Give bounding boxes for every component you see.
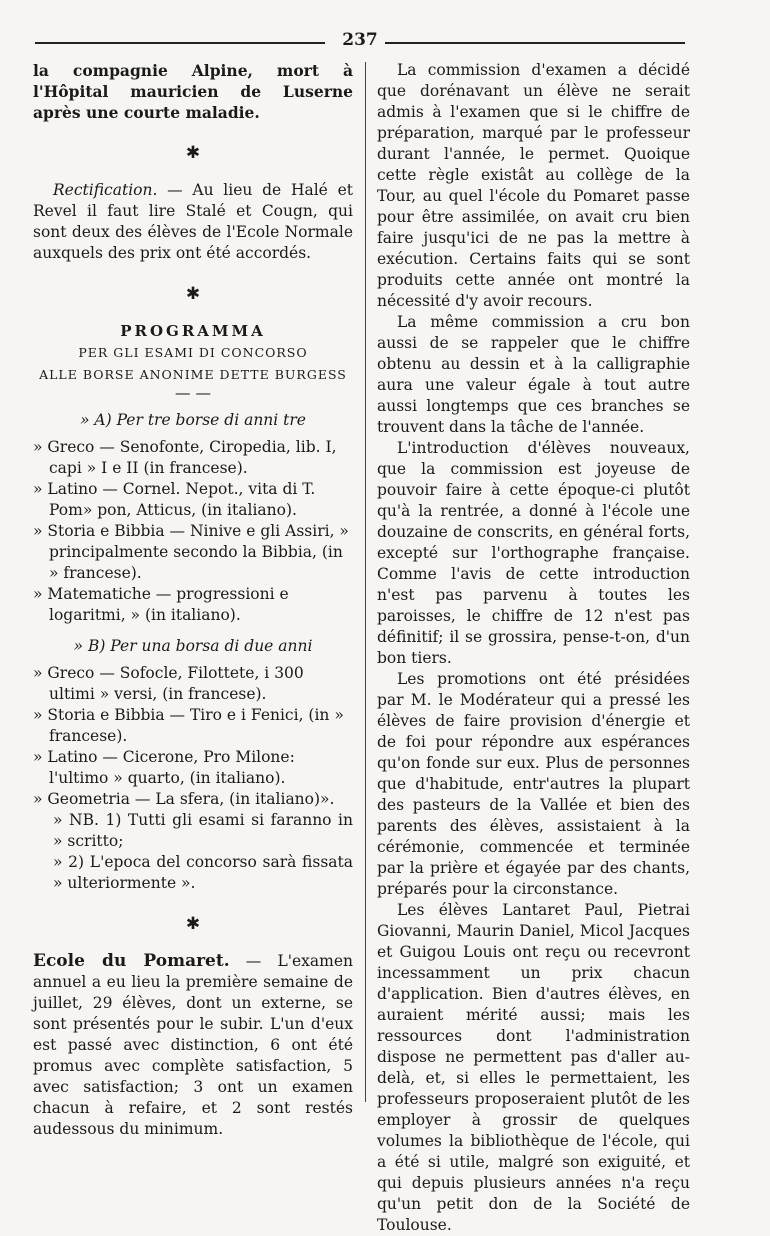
asterisk-separator: ✱ bbox=[185, 284, 201, 304]
paragraph: La commission d'examen a décidé que dorénavant un élève ne serait admis à l'examen que si le chiffre de préparation, marqué par le professeur durant l'année, le permet. Quoique cette règle existât au collège de la Tour, au quel l'école du Pomaret passe pour être assimilée, on avait cru bien faire jusqu'ici de ne pas la mettre à exécution. Certains faits qui se sont produits cette année ont montré la nécessité d'y avoir recours. bbox=[377, 61, 690, 310]
list-item: » Storia e Bibbia — Ninive e gli Assiri, » principalmente secondo la Bibbia, (in » francese). bbox=[33, 522, 349, 582]
list-item: » Storia e Bibbia — Tiro e i Fenici, (in » francese). bbox=[33, 706, 344, 745]
paragraph: Les élèves Lantaret Paul, Pietrai Giovanni, Maurin Daniel, Micol Jacques et Guigou Louis ont reçu ou recevront incessamment un prix chacun d'application. Bien d'autres élèves, en auraient mérité aussi; mais les ressources dont l'administration dispose ne permettent pas d'aller au-delà, et, si elles le permettaient, les professeurs proposeraient plutôt de les employer à grossir de quelques volumes la bibliothèque de l'école, qui a été si utile, malgré son exiguité, et qui depuis plusieurs années n'a reçu qu'un petit don de la Société de Toulouse. bbox=[377, 901, 690, 1234]
list-item: » Greco — Senofonte, Ciropedia, lib. I, capi » I e II (in francese). bbox=[33, 438, 337, 477]
note-1: » NB. 1) Tutti gli esami si faranno in » scritto; bbox=[53, 811, 353, 850]
programma-subtitle-2: ALLE BORSE ANONIME DETTE BURGESS bbox=[39, 367, 347, 382]
list-item: » Geometria — La sfera, (in italiano)». bbox=[33, 790, 335, 808]
list-item: » Latino — Cicerone, Pro Milone: l'ultimo » quarto, (in italiano). bbox=[33, 748, 295, 787]
header-rule-left bbox=[35, 42, 325, 44]
asterisk-separator: ✱ bbox=[185, 143, 201, 163]
asterisk-separator: ✱ bbox=[185, 914, 201, 934]
paragraph: L'introduction d'élèves nouveaux, que la commission est joyeuse de pouvoir faire à cette époque-ci plutôt qu'à la rentrée, a donné à l'école une douzaine de conscrits, en général forts, excepté sur l'orthographe française. Comme l'avis de cette introduction n'est pas parvenu à toutes les paroisses, le chiffre de 12 n'est pas définitif; il se grossira, pense-t-on, d'un bon tiers. bbox=[377, 439, 690, 667]
left-column bbox=[33, 60, 353, 1140]
page-header bbox=[35, 30, 685, 54]
note-2: » 2) L'epoca del concorso sarà fissata » ulteriormente ». bbox=[53, 853, 353, 892]
section-b-heading: » B) Per una borsa di due anni bbox=[73, 637, 313, 655]
page-number: 237 bbox=[342, 30, 378, 50]
paragraph: Les promotions ont été présidées par M. le Modérateur qui a pressé les élèves de faire provision d'énergie et de foi pour répondre aux espérances qu'on fonde sur eux. Plus de personnes que d'habitude, entr'autres la plupart des pasteurs de la Vallée et bien des parents des élèves, assistaient à la cérémonie, commencée et terminée par la prière et égayée par des chants, préparés pour la circonstance. bbox=[377, 670, 690, 898]
ecole-title: Ecole du Pomaret. bbox=[33, 951, 230, 971]
paragraph: La même commission a cru bon aussi de se rappeler que le chiffre obtenu au dessin et à la calligraphie aura une valeur égale à tout autre aussi longtemps que ces branches se trouvent dans la tâche de l'année. bbox=[377, 313, 690, 436]
right-column bbox=[377, 60, 690, 1236]
obituary-end: la compagnie Alpine, mort à l'Hôpital mauricien de Luserne après une courte maladie. bbox=[33, 61, 353, 122]
ecole-text: — L'examen annuel a eu lieu la première semaine de juillet, 29 élèves, dont un externe, se sont présentés pour le subir. L'un d'eux est passé avec distinction, 6 ont été promus avec complète satisfaction, 5 avec satisfaction; 3 ont un examen chacun à refaire, et 2 sont restés audessous du minimum. bbox=[33, 952, 354, 1138]
list-item: » Matematiche — progressioni e logaritmi, » (in italiano). bbox=[33, 585, 289, 624]
list-item: » Latino — Cornel. Nepot., vita di T. Pom» pon, Atticus, (in italiano). bbox=[33, 480, 316, 519]
programma-dash: — — bbox=[175, 384, 211, 402]
list-item: » Greco — Sofocle, Filottete, i 300 ultimi » versi, (in francese). bbox=[33, 664, 304, 703]
section-a-heading: » A) Per tre borse di anni tre bbox=[80, 411, 306, 429]
rectification bbox=[33, 180, 353, 264]
programma-subtitle-1: PER GLI ESAMI DI CONCORSO bbox=[78, 345, 308, 360]
ecole-paragraph bbox=[33, 951, 353, 1140]
rectification-text: — Au lieu de Halé et Revel il faut lire Stalé et Cougn, qui sont deux des élèves de l'Ecole Normale auxquels des prix ont été accordés. bbox=[33, 181, 353, 262]
column-divider bbox=[365, 62, 366, 1102]
programma-title: PROGRAMMA bbox=[120, 322, 266, 340]
header-rule-right bbox=[385, 42, 685, 44]
rectification-label: Rectification. bbox=[53, 181, 158, 199]
